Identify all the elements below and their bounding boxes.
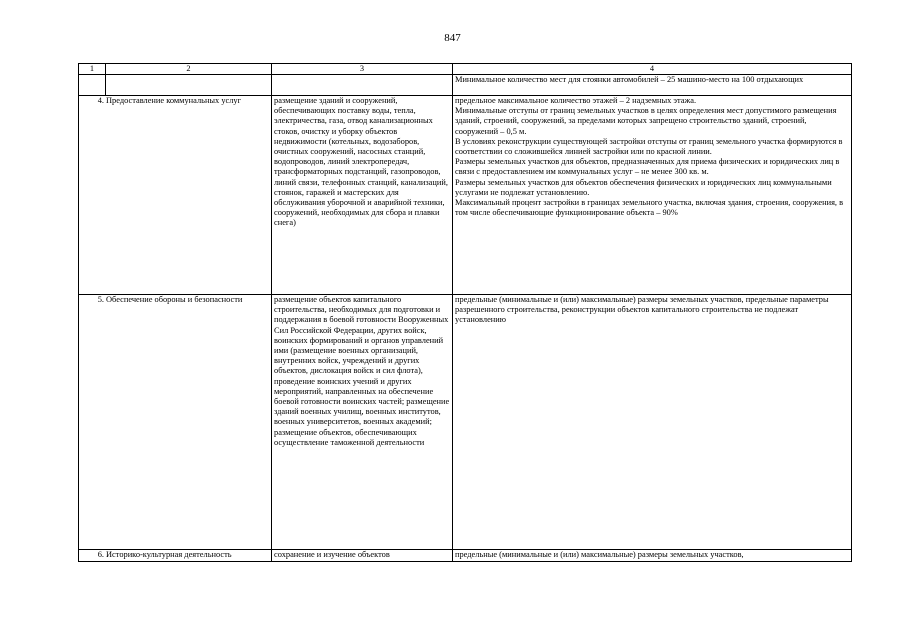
use-description-cell [272, 295, 453, 550]
use-description: размещение объектов капитального строительства, необходимых для подготовки и поддержания в боевой готовности Вооруженных Сил Российской Федерации, других войск, воинских формирований и органов управлений ими (размещение военных организаций, внутренних войск, учреждений и других объектов, дислокация войск и сил флота), проведение воинских учений и других мероприятий, направленных на обеспечение боевой готовности воинских частей; размещение зданий военных училищ, военных институтов, военных университетов, военных академий; размещение объектов, обеспечивающих осуществление таможенной деятельности [274, 295, 450, 447]
parameters-cell [453, 550, 852, 562]
parameters-cell [453, 75, 852, 96]
use-name: Историко-культурная деятельность [106, 550, 232, 559]
parameter-text: Размеры земельных участков для объектов, предназначенных для приема физических и юридических лиц в связи с предоставлением им коммунальных услуг – не менее 300 кв. м. [455, 157, 840, 177]
page-number: 847 [444, 32, 461, 44]
use-description-cell [272, 75, 453, 96]
parameters-cell [453, 295, 852, 550]
parameter-text: предельное максимальное количество этажей – 2 надземных этажа. [455, 96, 697, 105]
column-header: 4 [453, 64, 852, 75]
land-use-table [78, 63, 852, 562]
table-row [79, 295, 852, 550]
row-number-cell [79, 75, 106, 96]
table-row [79, 75, 852, 96]
use-name: Обеспечение обороны и безопасности [106, 295, 243, 304]
column-header: 2 [106, 64, 272, 75]
parameter-text: Размеры земельных участков для объектов обеспечения физических и юридических лиц коммунальными услугами не подлежат установлению. [455, 177, 832, 197]
parameter-text: Максимальный процент застройки в границах земельного участка, включая здания, строения, сооружения, в том числе обеспечивающие функционирование объекта – 90% [455, 198, 844, 218]
use-description-cell [272, 550, 453, 562]
use-name-cell [79, 96, 272, 295]
column-header: 3 [272, 64, 453, 75]
table-row [79, 550, 852, 562]
row-number: 6. [97, 550, 104, 559]
parameter-text: предельные (минимальные и (или) максимальные) размеры земельных участков, [455, 550, 744, 559]
use-description: размещение зданий и сооружений, обеспечивающих поставку воды, тепла, электричества, газа, отвод канализационных стоков, очистку и уборку объектов недвижимости (котельных, водозаборов, очистных сооружений, насосных станций, водопроводов, линий электропередач, трансформаторных подстанций, газопроводов, линий связи, телефонных станций, канализаций, стоянок, гаражей и мастерских для обслуживания уборочной и аварийной техники, сооружений, необходимых для сбора и плавки снега) [274, 96, 448, 228]
use-description: сохранение и изучение объектов [274, 550, 390, 559]
parameter-text: предельные (минимальные и (или) максимальные) размеры земельных участков, предельные параметры разрешенного строительства, реконструкции объектов капитального строительства не подлежат установлению [455, 295, 829, 325]
table-header-row [79, 64, 852, 75]
use-description-cell [272, 96, 453, 295]
column-header: 1 [79, 64, 106, 75]
table-row [79, 96, 852, 295]
row-number: 4. [97, 96, 104, 105]
parameter-text: В условиях реконструкции существующей застройки отступы от границ земельного участка формируются в соответствии со сложившейся линией застройки или по красной линии. [455, 136, 843, 157]
use-name-cell [79, 295, 272, 550]
use-name-cell [106, 75, 272, 96]
parameter-text: Минимальное количество мест для стоянки автомобилей – 25 машино-место на 100 отдыхающих [455, 75, 804, 84]
use-name-cell [79, 550, 272, 562]
parameters-cell [453, 96, 852, 295]
row-number: 5. [97, 295, 104, 304]
parameter-text: Минимальные отступы от границ земельных участков в целях определения мест допустимого размещения зданий, строений, сооружений, за пределами которых запрещено строительство зданий, строений, сооружений – 0,5 м. [455, 106, 837, 136]
use-name: Предоставление коммунальных услуг [106, 96, 242, 105]
